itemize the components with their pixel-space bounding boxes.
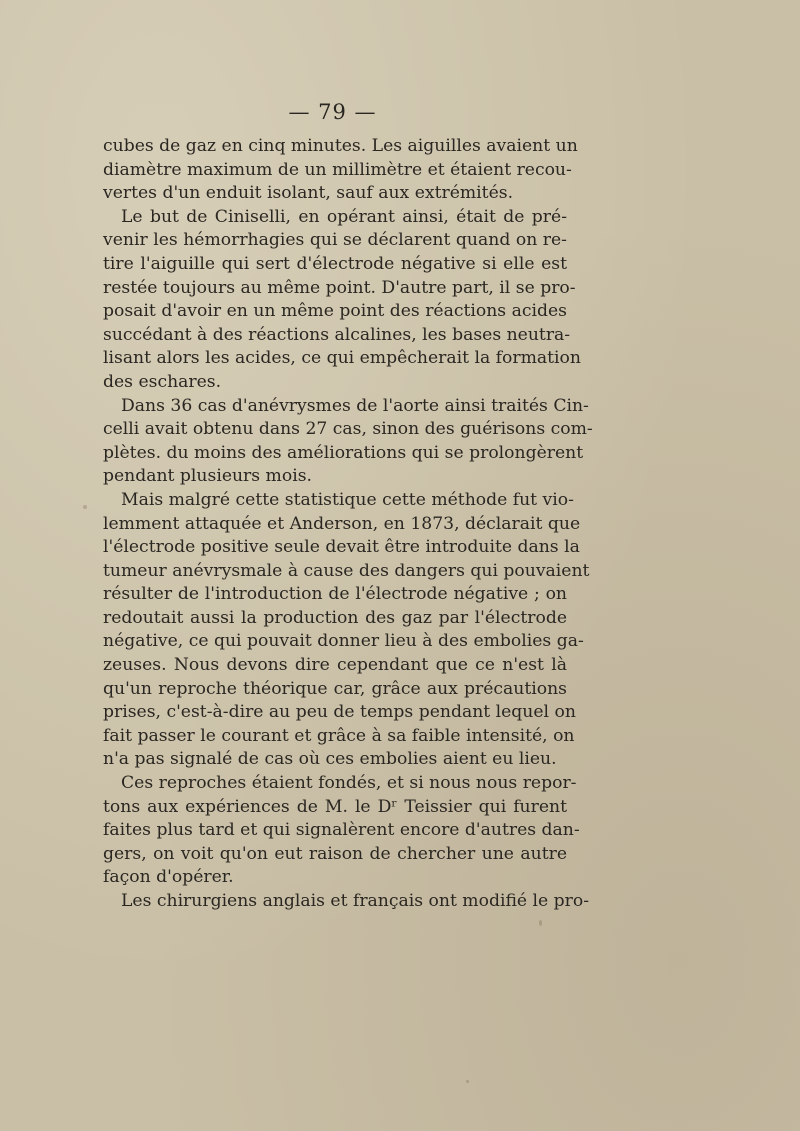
paragraph — [103, 890, 590, 914]
text-line: Le but de Ciniselli, en opérant ainsi, était de pré- — [121, 206, 567, 227]
text-line: tons aux expériences de M. le Dʳ Teissier qui furent — [103, 796, 567, 817]
text-line: gers, on voit qu'on eut raison de chercher une autre — [103, 843, 567, 864]
text-line: n'a pas signalé de cas où ces embolies aient eu lieu. — [103, 749, 557, 770]
text-line: redoutait aussi la production des gaz par l'électrode — [103, 607, 567, 628]
text-line: tire l'aiguille qui sert d'électrode négative si elle est — [103, 253, 567, 274]
text-line: des eschares. — [103, 371, 222, 392]
paragraph — [103, 395, 593, 489]
text-line: Les chirurgiens anglais et français ont modifié le pro- — [121, 891, 590, 911]
text-line: négative, ce qui pouvait donner lieu à des embolies ga- — [103, 631, 584, 652]
text-line: vertes d'un enduit isolant, sauf aux extrémités. — [103, 183, 514, 204]
paragraph — [103, 206, 581, 395]
paper-spot — [83, 505, 87, 509]
text-line: Mais malgré cette statistique cette méthode fut vio- — [121, 489, 574, 510]
text-line: Ces reproches étaient fondés, et si nous nous repor- — [121, 773, 577, 794]
text-line: restée toujours au même point. D'autre part, il se pro- — [103, 277, 576, 298]
paragraph — [103, 489, 590, 772]
text-line: faites plus tard et qui signalèrent encore d'autres dan- — [103, 820, 580, 841]
text-line: Dans 36 cas d'anévrysmes de l'aorte ainsi traités Cin- — [121, 395, 589, 416]
text-line: plètes. du moins des améliorations qui se prolongèrent — [103, 442, 584, 463]
text-line: posait d'avoir en un même point des réactions acides — [103, 301, 567, 322]
text-line: tumeur anévrysmale à cause des dangers qui pouvaient — [103, 560, 590, 581]
text-line: zeuses. Nous devons dire cependant que ce n'est là — [103, 655, 567, 676]
text-line: qu'un reproche théorique car, grâce aux précautions — [103, 678, 567, 699]
paragraph — [103, 135, 578, 206]
text-line: lisant alors les acides, ce qui empêcherait la formation — [103, 348, 581, 369]
text-line: fait passer le courant et grâce à sa faible intensité, on — [103, 725, 575, 746]
text-line: résulter de l'introduction de l'électrode négative ; on — [103, 584, 567, 605]
paragraph — [103, 772, 580, 890]
paper-spot — [539, 920, 542, 926]
text-line: l'électrode positive seule devait être introduite dans la — [103, 537, 580, 558]
text-line: venir les hémorrhagies qui se déclarent quand on re- — [103, 230, 567, 251]
paper-spot — [466, 1080, 469, 1083]
text-line: prises, c'est-à-dire au peu de temps pendant lequel on — [103, 702, 576, 723]
text-line: cubes de gaz en cinq minutes. Les aiguilles avaient un — [103, 136, 578, 156]
text-line: pendant plusieurs mois. — [103, 466, 312, 487]
text-line: celli avait obtenu dans 27 cas, sinon des guérisons com- — [103, 419, 593, 440]
text-line: succédant à des réactions alcalines, les bases neutra- — [103, 324, 571, 345]
text-line: façon d'opérer. — [103, 867, 234, 888]
body-text — [103, 135, 593, 914]
text-line: diamètre maximum de un millimètre et étaient recou- — [103, 159, 572, 180]
page-number: — 79 — — [288, 100, 377, 124]
text-line: lemment attaquée et Anderson, en 1873, déclarait que — [103, 513, 581, 534]
